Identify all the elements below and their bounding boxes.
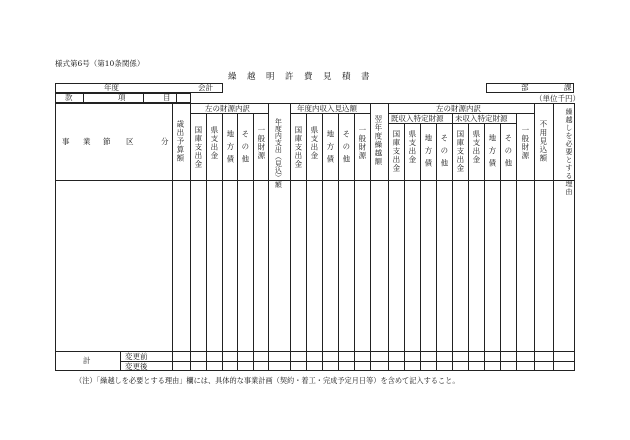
nendonai-shishutsu-header: 年度内支出（見込）額 bbox=[274, 118, 283, 188]
kenshi-header-1: 県支出金 bbox=[209, 126, 219, 160]
document-title: 繰 越 明 許 費 見 積 書 bbox=[228, 72, 371, 82]
kokko-header-3: 国庫支出金 bbox=[391, 130, 401, 173]
fiscal-year-label: 年度 bbox=[104, 83, 119, 92]
kenshi-header-4: 県支出金 bbox=[471, 130, 481, 164]
jigyou-header: 事 業 bbox=[62, 137, 94, 146]
before-change-label: 変更前 bbox=[125, 352, 148, 361]
kokko-header-1: 国庫支出金 bbox=[193, 126, 203, 169]
department-box bbox=[486, 83, 574, 93]
yokunendo-header: 翌年度繰越額 bbox=[373, 115, 383, 166]
kokko-header-4: 国庫支出金 bbox=[455, 130, 465, 173]
ippan-header-3: 一般財源 bbox=[520, 126, 530, 160]
nendonai-shunyu-header: 年度内収入見込額 bbox=[297, 104, 357, 113]
sonota-header-4: その他 bbox=[503, 134, 513, 172]
chihousai-header-3: 地方債 bbox=[423, 134, 433, 172]
mishu-tokutei-header: 未収入特定財源 bbox=[455, 114, 508, 123]
kokko-header-2: 国庫支出金 bbox=[293, 126, 303, 169]
department-label: 部 bbox=[521, 83, 529, 92]
form-number: 様式第6号（第10条関係） bbox=[55, 59, 145, 68]
moku-label: 目 bbox=[163, 93, 171, 102]
kenshi-header-3: 県支出金 bbox=[407, 130, 417, 164]
ippan-header-1: 一般財源 bbox=[256, 126, 266, 160]
sonota-header-3: その他 bbox=[439, 134, 449, 172]
sonota-header-1: その他 bbox=[240, 130, 250, 168]
reason-header: 繰越しを必要とする理由 bbox=[565, 108, 573, 196]
section-label: 課 bbox=[564, 83, 572, 92]
chihousai-header-4: 地方債 bbox=[487, 134, 497, 172]
kishu-tokutei-header: 既収入特定財源 bbox=[391, 114, 444, 123]
left-breakdown-header-2: 左の財源内訳 bbox=[436, 104, 481, 113]
chihousai-header-1: 地方債 bbox=[225, 130, 235, 168]
chihousai-header-2: 地方債 bbox=[325, 130, 335, 168]
unit-label: （単位千円） bbox=[535, 94, 580, 103]
saishutsu-yosan-header: 歳出予算額 bbox=[175, 120, 185, 163]
setsu-header: 節 bbox=[103, 137, 111, 146]
account-label: 会計 bbox=[198, 83, 213, 92]
left-breakdown-header-1: 左の財源内訳 bbox=[205, 104, 250, 113]
ippan-header-2: 一般財源 bbox=[357, 126, 367, 160]
after-change-label: 変更後 bbox=[125, 362, 148, 371]
kan-label: 款 bbox=[65, 93, 73, 102]
fuyou-header: 不用見込額 bbox=[538, 120, 548, 163]
total-label: 計 bbox=[83, 356, 91, 365]
sonota-header-2: その他 bbox=[341, 130, 351, 168]
kenshi-header-2: 県支出金 bbox=[309, 126, 319, 160]
footnote: （注）「繰越しを必要とする理由」欄には、具体的な事業計画（契約・着工・完成予定月日等）を含めて記入すること。 bbox=[75, 376, 460, 385]
kou-label: 項 bbox=[118, 93, 126, 102]
kubun-header: 区 分 bbox=[126, 137, 179, 146]
